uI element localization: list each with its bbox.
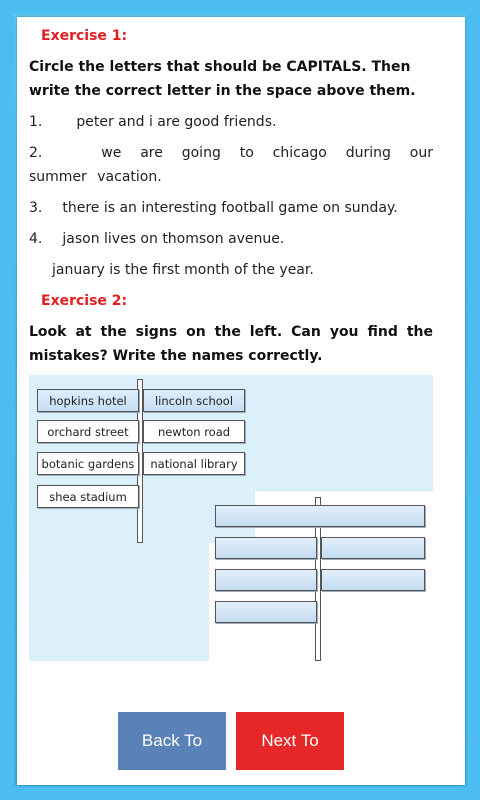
- back-button[interactable]: Back To: [118, 712, 226, 770]
- item-number: 1.: [29, 114, 43, 130]
- exercise2-title: Exercise 2:: [41, 293, 128, 309]
- blank-sign-1: [215, 505, 425, 527]
- item-text: january is the first month of the year.: [52, 262, 314, 278]
- exercise1-item-2: [29, 141, 433, 189]
- exercise2-instruction: Look at the signs on the left. Can you find the mistakes? Write the names correctly.: [29, 324, 433, 364]
- exercise1-title: Exercise 1:: [41, 28, 128, 44]
- item-number: 3.: [29, 200, 43, 216]
- blank-sign-2: [215, 537, 317, 559]
- bottom-left-blue-panel: [29, 543, 209, 661]
- exercise-card: [17, 17, 465, 785]
- exercise1-item-4: [29, 227, 433, 251]
- exercise1-item-1: [29, 110, 433, 134]
- sign-orchard-street: orchard street: [37, 420, 139, 443]
- exercise1-item-3: [29, 196, 433, 220]
- blank-sign-5: [321, 569, 425, 591]
- sign-hopkins-hotel: hopkins hotel: [37, 389, 139, 412]
- blank-sign-3: [321, 537, 425, 559]
- blank-sign-4: [215, 569, 317, 591]
- item-text: we are going to chicago during our summer vacation.: [29, 145, 433, 185]
- sign-botanic-gardens: botanic gardens: [37, 452, 139, 475]
- blank-sign-6: [215, 601, 317, 623]
- right-top-blue-panel: [255, 375, 433, 491]
- item-text: there is an interesting football game on sunday.: [62, 200, 398, 216]
- sign-lincoln-school: lincoln school: [143, 389, 245, 412]
- item-number: 2.: [29, 145, 43, 161]
- item-text: peter and i are good friends.: [76, 114, 277, 130]
- sign-newton-road: newton road: [143, 420, 245, 443]
- exercise1-item-5: [52, 258, 456, 282]
- exercise1-instruction: Circle the letters that should be CAPITALS. Then write the correct letter in the space above them.: [29, 59, 416, 99]
- sign-national-library: national library: [143, 452, 245, 475]
- signpost-picture: [29, 375, 433, 661]
- item-text: jason lives on thomson avenue.: [62, 231, 285, 247]
- item-number: 4.: [29, 231, 43, 247]
- sign-shea-stadium: shea stadium: [37, 485, 139, 508]
- next-button[interactable]: Next To: [236, 712, 344, 770]
